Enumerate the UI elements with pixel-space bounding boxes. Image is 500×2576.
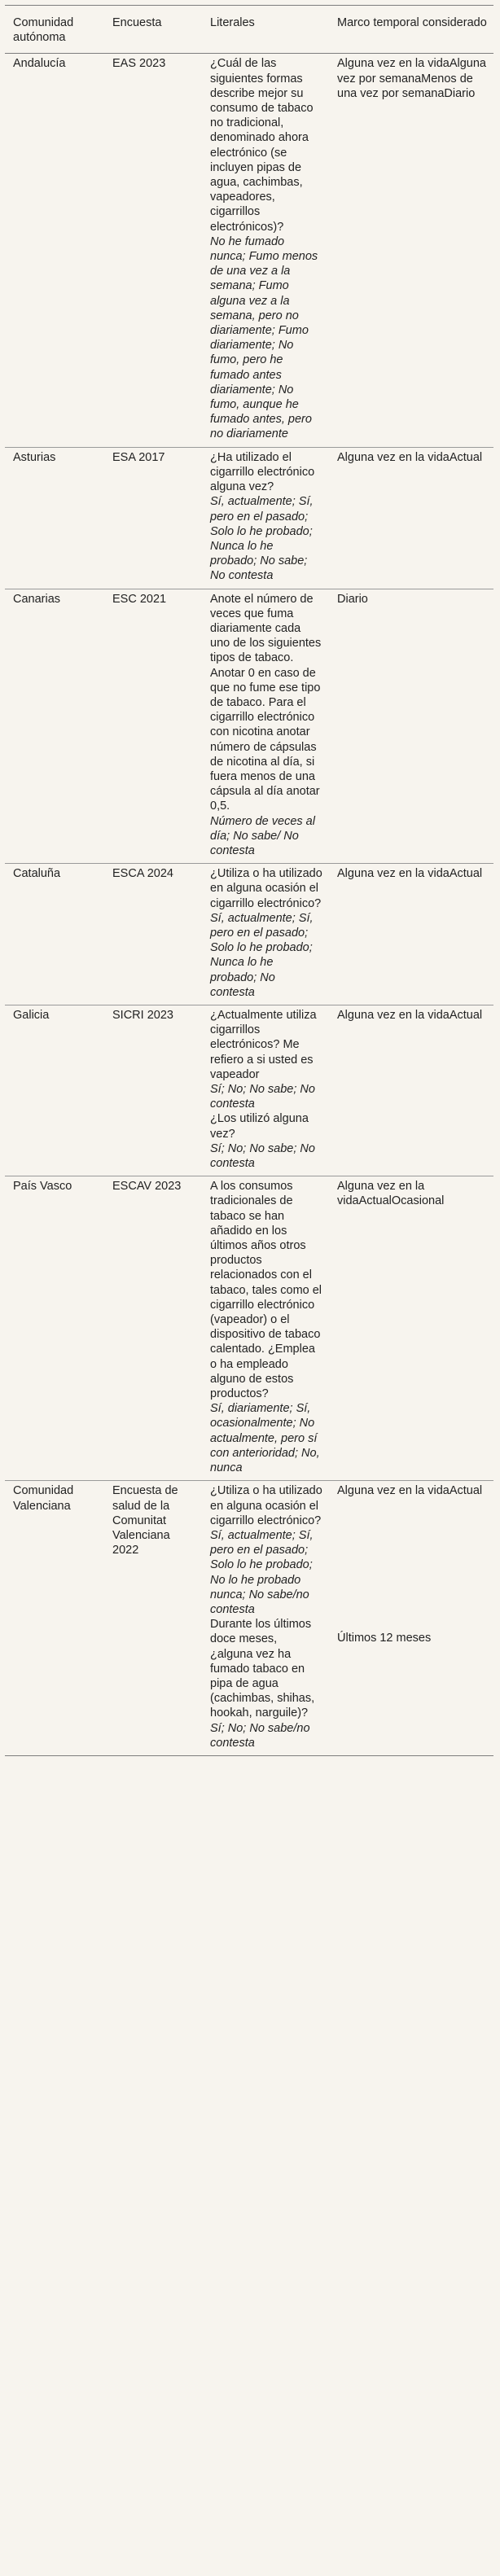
answer-options: Número de veces al día; No sabe/ No contesta bbox=[210, 814, 315, 857]
cell-literales bbox=[202, 1005, 329, 1176]
cell-marco bbox=[329, 1481, 493, 1756]
cell-marco bbox=[329, 1176, 493, 1481]
question-text: ¿Actualmente utiliza cigarrillos electrónicos? Me refiero a si usted es vapeador bbox=[210, 1009, 317, 1081]
time-frame: Alguna vez en la vidaActual bbox=[337, 450, 483, 464]
cell-comunidad: Galicia bbox=[13, 1009, 50, 1022]
answer-options: No he fumado nunca; Fumo menos de una vez a la semana; Fumo alguna vez a la semana, pero no diariamente; Fumo diariamente; No fumo, pero he fumado antes diariamente; No fumo, aunque he fumado antes, pero no diariamente bbox=[210, 234, 318, 441]
table-row bbox=[5, 864, 493, 1005]
cell-marco bbox=[329, 1005, 493, 1176]
table-header bbox=[5, 6, 493, 54]
table-body bbox=[5, 54, 493, 1756]
time-frame: Alguna vez en la vidaActual bbox=[337, 1484, 483, 1498]
time-frame: Últimos 12 meses bbox=[337, 1631, 432, 1645]
question-text: ¿Ha utilizado el cigarrillo electrónico alguna vez? bbox=[210, 450, 315, 494]
time-frame: Alguna vez en la vidaAlguna vez por semanaMenos de una vez por semanaDiario bbox=[337, 57, 486, 100]
question-text: ¿Los utilizó alguna vez? bbox=[210, 1112, 309, 1141]
cell-encuesta: ESA 2017 bbox=[112, 450, 165, 464]
cell-literales bbox=[202, 54, 329, 447]
cell-comunidad: Andalucía bbox=[13, 57, 66, 71]
table-row bbox=[5, 447, 493, 589]
header-literales: Literales bbox=[210, 16, 255, 29]
answer-options: Sí, actualmente; Sí, pero en el pasado; Solo lo he probado; No lo he probado nunca; No sabe/no contesta bbox=[210, 1528, 314, 1616]
table-row bbox=[5, 1005, 493, 1176]
question-text: Durante los últimos doce meses, ¿alguna vez ha fumado tabaco en pipa de agua (cachimbas, shihas, hookah, narguile)? bbox=[210, 1618, 315, 1720]
time-frame: Alguna vez en la vidaActualOcasional bbox=[337, 1180, 445, 1208]
header-row bbox=[5, 6, 493, 54]
cell-comunidad: Asturias bbox=[13, 450, 56, 464]
question-text: ¿Utiliza o ha utilizado en alguna ocasión el cigarrillo electrónico? bbox=[210, 867, 322, 910]
cell-comunidad: Comunidad Valenciana bbox=[13, 1484, 74, 1513]
cell-comunidad: País Vasco bbox=[13, 1180, 72, 1194]
time-frame: Alguna vez en la vidaActual bbox=[337, 867, 483, 881]
answer-options: Sí, actualmente; Sí, pero en el pasado; Solo lo he probado; Nunca lo he probado; No sabe; No contesta bbox=[210, 495, 314, 583]
cell-literales bbox=[202, 864, 329, 1005]
time-frame-spacer bbox=[337, 1499, 487, 1631]
answer-options: Sí; No; No sabe/no contesta bbox=[210, 1721, 310, 1750]
table-row bbox=[5, 1176, 493, 1481]
cell-literales bbox=[202, 1481, 329, 1756]
table-row bbox=[5, 1481, 493, 1756]
cell-literales bbox=[202, 1176, 329, 1481]
cell-encuesta: ESCAV 2023 bbox=[112, 1180, 182, 1194]
question-text: Anote el número de veces que fuma diariamente cada uno de los siguientes tipos de tabaco. Anotar 0 en caso de que no fume ese tipo de tabaco. Para el cigarrillo electrónico con nicotina anotar número de cápsulas de nicotina al día, si fuera menos de una cápsula al día anotar 0,5. bbox=[210, 592, 322, 813]
table-row bbox=[5, 54, 493, 447]
cell-encuesta: ESCA 2024 bbox=[112, 867, 173, 881]
cell-marco bbox=[329, 54, 493, 447]
cell-encuesta: EAS 2023 bbox=[112, 57, 166, 71]
cell-encuesta: Encuesta de salud de la Comunitat Valenciana 2022 bbox=[112, 1484, 178, 1557]
question-text: ¿Cuál de las siguientes formas describe mejor su consumo de tabaco no tradicional, denominado ahora electrónico (se incluyen pipas de agua, cachimbas, vapeadores, cigarrillos electrónicos)? bbox=[210, 57, 314, 234]
question-text: ¿Utiliza o ha utilizado en alguna ocasión el cigarrillo electrónico? bbox=[210, 1484, 322, 1527]
cell-comunidad: Canarias bbox=[13, 592, 61, 606]
header-comunidad: Comunidad autónoma bbox=[13, 16, 74, 45]
time-frame: Alguna vez en la vidaActual bbox=[337, 1009, 483, 1022]
question-text: A los consumos tradicionales de tabaco se han añadido en los últimos años otros productos relacionados con el tabaco, tales como el cigarrillo electrónico (vapeador) o el dispositivo de tabaco calentado. ¿Emplea o ha empleado alguno de estos productos? bbox=[210, 1180, 322, 1401]
cell-literales bbox=[202, 589, 329, 864]
header-encuesta: Encuesta bbox=[112, 16, 162, 29]
cell-literales bbox=[202, 447, 329, 589]
cell-encuesta: ESC 2021 bbox=[112, 592, 167, 606]
header-marco: Marco temporal considerado bbox=[337, 16, 487, 29]
answer-options: Sí; No; No sabe; No contesta bbox=[210, 1141, 315, 1171]
cell-marco bbox=[329, 589, 493, 864]
answer-options: Sí, actualmente; Sí, pero en el pasado; Solo lo he probado; Nunca lo he probado; No contesta bbox=[210, 911, 314, 999]
cell-marco bbox=[329, 447, 493, 589]
survey-table bbox=[5, 5, 493, 1756]
time-frame: Diario bbox=[337, 592, 368, 606]
cell-comunidad: Cataluña bbox=[13, 867, 61, 881]
answer-options: Sí; No; No sabe; No contesta bbox=[210, 1083, 315, 1111]
table-row bbox=[5, 589, 493, 864]
cell-encuesta: SICRI 2023 bbox=[112, 1009, 173, 1022]
answer-options: Sí, diariamente; Sí, ocasionalmente; No actualmente, pero sí con anterioridad; No, nunca bbox=[210, 1402, 320, 1475]
cell-marco bbox=[329, 864, 493, 1005]
